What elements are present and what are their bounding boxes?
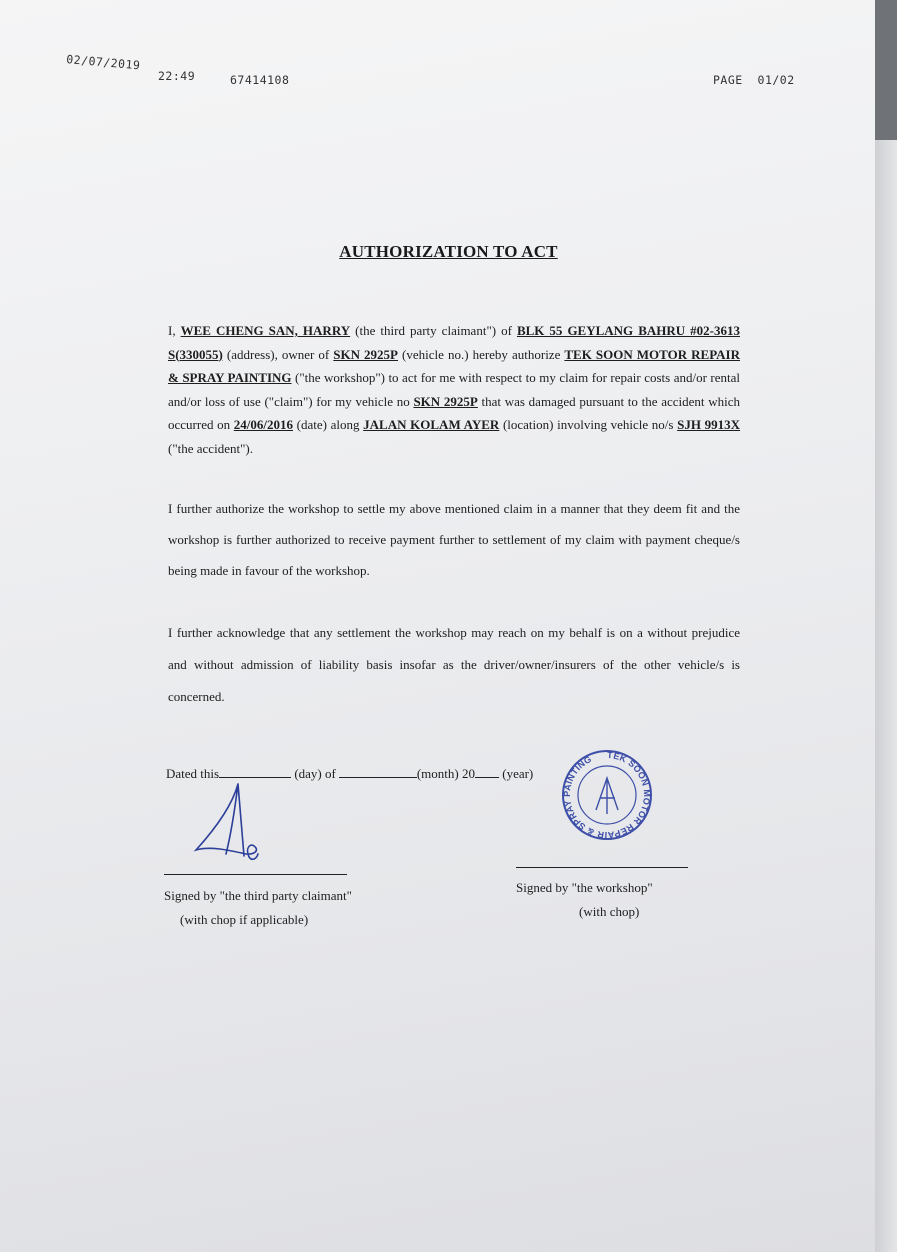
fax-number: 67414108: [230, 73, 290, 87]
svg-text:TEK SOON MOTOR REPAIR & SPRAY: TEK SOON MOTOR REPAIR & SPRAY PAINTING: [561, 749, 653, 841]
dated-month-label: (month) 20: [416, 766, 475, 781]
paragraph-settlement: I further authorize the workshop to settle my above mentioned claim in a manner that they deem fit and the workshop is further authorized to receive payment further to settlement of my claim with payment cheque/s being made in favour of the workshop.: [168, 501, 740, 578]
text-segment: ("the accident").: [168, 440, 253, 456]
paragraph-authorization: [168, 319, 740, 460]
claimant-chop-note: (with chop if applicable): [180, 912, 309, 927]
fax-page-number: PAGE 01/02: [713, 73, 795, 87]
accident-date: 24/06/2016: [233, 417, 294, 432]
claimant-signed-label: Signed by "the third party claimant": [164, 888, 352, 903]
claimant-name: WEE CHENG SAN, HARRY: [180, 323, 351, 338]
background-surface: [875, 0, 897, 140]
other-vehicle-number: SJH 9913X: [677, 417, 741, 432]
vehicle-number: SKN 2925P: [333, 346, 398, 362]
paper-edge: [875, 140, 897, 1252]
workshop-signature-line: [516, 867, 688, 868]
dated-day-label: (day) of: [294, 766, 336, 781]
dated-prefix: Dated this: [166, 766, 220, 781]
accident-location: JALAN KOLAM AYER: [363, 417, 500, 432]
workshop-chop-note: (with chop): [579, 904, 640, 919]
text-segment: I,: [168, 323, 181, 338]
text-segment: (address), owner of: [222, 346, 334, 362]
claimant-signature: [186, 776, 276, 876]
claimant-address: BLK 55 GEYLANG BAHRU #02-3613 S(330055): [168, 323, 740, 362]
vehicle-number-repeat: SKN 2925P: [413, 393, 478, 409]
year-blank: [475, 766, 499, 778]
fax-time: 22:49: [158, 69, 196, 83]
text-segment: that was damaged pursuant to the accident which occurred on: [168, 393, 740, 432]
paragraph-acknowledgement: I further acknowledge that any settlement the workshop may reach on my behalf is on a without prejudice and without admission of liability basis insofar as the driver/owner/insurers of the other vehicle/s is concerned.: [168, 625, 740, 704]
text-segment: (vehicle no.) hereby authorize: [398, 346, 565, 362]
claimant-signature-line: [164, 874, 347, 875]
text-segment: (the third party claimant") of: [350, 323, 517, 338]
workshop-stamp: [560, 748, 654, 842]
text-segment: ("the workshop") to act for me with respect to my claim for repair costs and/or rental and/or loss of use ("claim") for my vehicle no: [168, 370, 741, 409]
month-blank: [339, 766, 417, 778]
text-segment: (date) along: [293, 417, 364, 432]
workshop-signed-label: Signed by "the workshop": [516, 880, 653, 895]
dated-year-label: (year): [502, 766, 534, 781]
fax-date: 02/07/2019: [65, 52, 141, 73]
text-segment: (location) involving vehicle no/s: [499, 417, 678, 432]
workshop-name: TEK SOON MOTOR REPAIR & SPRAY PAINTING: [168, 346, 741, 385]
document-title: AUTHORIZATION TO ACT: [339, 242, 558, 261]
